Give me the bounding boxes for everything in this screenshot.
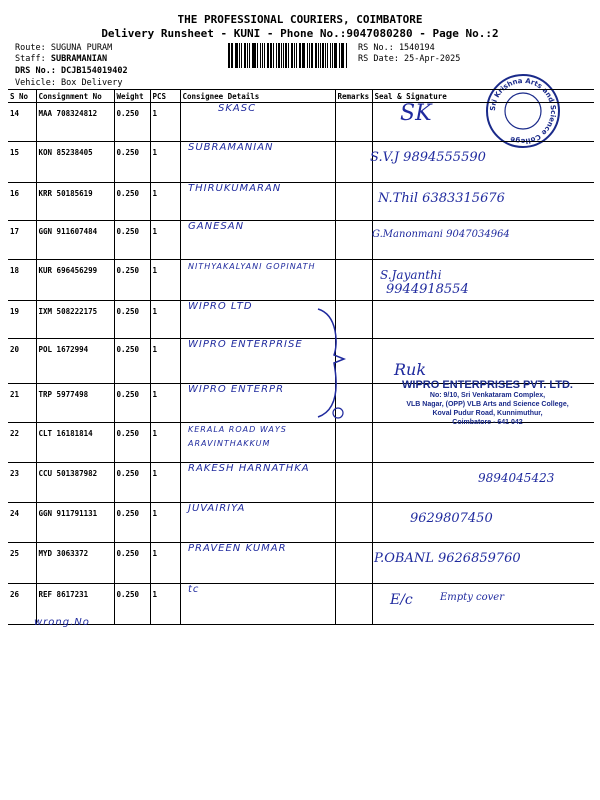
barcode-bar bbox=[342, 43, 344, 68]
company-stamp bbox=[380, 360, 595, 427]
signature-cell bbox=[372, 423, 594, 463]
table-row bbox=[8, 221, 594, 260]
cell-sno: 19 bbox=[8, 301, 36, 339]
barcode-bar bbox=[270, 43, 273, 68]
handwritten-consignee: SKASC bbox=[218, 103, 257, 114]
stamp-address-3: Koval Pudur Road, Kunnimuthur, bbox=[432, 410, 543, 417]
cell-cn: POL 1672994 bbox=[36, 339, 114, 384]
rs-number: RS No.: 1540194 bbox=[358, 43, 435, 53]
barcode-bar bbox=[309, 43, 310, 68]
cell-wt: 0.250 bbox=[114, 384, 150, 423]
handwritten-signature: 9629807450 bbox=[410, 511, 493, 526]
barcode-bar bbox=[260, 43, 262, 68]
runsheet-subtitle: Delivery Runsheet - KUNI - Phone No.:9047080280 - Page No.:2 bbox=[101, 27, 499, 40]
barcode-bar bbox=[276, 43, 277, 68]
cell-sno: 22 bbox=[8, 423, 36, 463]
bracket-mark bbox=[310, 305, 350, 425]
barcode-bar bbox=[252, 43, 253, 68]
cell-pcs: 1 bbox=[150, 384, 180, 423]
cell-wt: 0.250 bbox=[114, 423, 150, 463]
cell-cn: MAA 708324812 bbox=[36, 103, 114, 142]
handwritten-signature-extra: 9944918554 bbox=[386, 282, 469, 297]
barcode-bar bbox=[318, 43, 319, 68]
column-header: S No bbox=[8, 90, 36, 103]
cell-pcs: 1 bbox=[150, 463, 180, 503]
table-row bbox=[8, 103, 594, 142]
barcode-bar bbox=[262, 43, 263, 68]
runsheet-table bbox=[8, 89, 594, 625]
cell-cn: REF 8617231 bbox=[36, 584, 114, 625]
remarks-cell bbox=[335, 103, 372, 142]
barcode-bar bbox=[341, 43, 342, 68]
handwritten-signature: SK bbox=[400, 101, 432, 126]
barcode-bar bbox=[235, 43, 238, 68]
barcode-bar bbox=[325, 43, 326, 68]
handwritten-signature: G.Manonmani 9047034964 bbox=[372, 229, 510, 240]
cell-pcs: 1 bbox=[150, 103, 180, 142]
barcode-bar bbox=[247, 43, 248, 68]
barcode-bar bbox=[334, 43, 337, 68]
remarks-cell bbox=[335, 463, 372, 503]
cell-pcs: 1 bbox=[150, 543, 180, 584]
barcode-bar bbox=[288, 43, 289, 68]
cell-pcs: 1 bbox=[150, 339, 180, 384]
cell-sno: 16 bbox=[8, 183, 36, 221]
barcode-bar bbox=[273, 43, 274, 68]
handwritten-consignee: WIPRO ENTERPRISE bbox=[188, 339, 303, 350]
table-row bbox=[8, 183, 594, 221]
cell-wt: 0.250 bbox=[114, 103, 150, 142]
barcode-bar bbox=[285, 43, 287, 68]
cell-cn: GGN 911791131 bbox=[36, 503, 114, 543]
consignee-cell bbox=[180, 584, 335, 625]
handwritten-consignee: tc bbox=[188, 584, 200, 595]
cell-sno: 15 bbox=[8, 142, 36, 183]
cell-sno: 23 bbox=[8, 463, 36, 503]
cell-cn: IXM 508222175 bbox=[36, 301, 114, 339]
barcode-bar bbox=[228, 43, 230, 68]
barcode-bar bbox=[320, 43, 321, 68]
cell-wt: 0.250 bbox=[114, 221, 150, 260]
drs-number: DRS No.: DCJB154019402 bbox=[15, 66, 128, 76]
signature-cell bbox=[372, 221, 594, 260]
barcode-bar bbox=[332, 43, 334, 68]
column-header: PCS bbox=[150, 90, 180, 103]
barcode-bar bbox=[303, 43, 305, 68]
runsheet-title: THE PROFESSIONAL COURIERS, COIMBATORE bbox=[177, 13, 423, 26]
cell-sno: 21 bbox=[8, 384, 36, 423]
barcode-image bbox=[228, 43, 348, 68]
cell-pcs: 1 bbox=[150, 221, 180, 260]
handwritten-consignee: WIPRO LTD bbox=[188, 301, 253, 312]
handwritten-signature: 9894045423 bbox=[478, 471, 555, 485]
barcode-bar bbox=[296, 43, 297, 68]
handwritten-consignee: RAKESH HARNATHKA bbox=[188, 463, 310, 474]
cell-wt: 0.250 bbox=[114, 503, 150, 543]
cell-pcs: 1 bbox=[150, 301, 180, 339]
barcode-bar bbox=[315, 43, 317, 68]
handwritten-consignee: SUBRAMANIAN bbox=[188, 142, 274, 153]
cell-cn: KON 85238405 bbox=[36, 142, 114, 183]
rs-date: RS Date: 25-Apr-2025 bbox=[358, 54, 461, 64]
remarks-cell bbox=[335, 183, 372, 221]
stamp-address-2: VLB Nagar, (OPP) VLB Arts and Science College, bbox=[406, 401, 569, 408]
cell-cn: TRP 5977498 bbox=[36, 384, 114, 423]
route: Route: SUGUNA PURAM bbox=[15, 43, 113, 53]
barcode-bar bbox=[232, 43, 233, 68]
consignee-cell bbox=[180, 103, 335, 142]
barcode-bar bbox=[339, 43, 340, 68]
cell-pcs: 1 bbox=[150, 142, 180, 183]
handwritten-consignee: NITHYAKALYANI GOPINATH bbox=[188, 262, 316, 271]
barcode-bar bbox=[283, 43, 284, 68]
handwritten-consignee: THIRUKUMARAN bbox=[188, 183, 282, 194]
table-row bbox=[8, 301, 594, 339]
cell-cn: MYD 3063372 bbox=[36, 543, 114, 584]
barcode-bar bbox=[231, 43, 232, 68]
staff-name: SUBRAMANIAN bbox=[50, 54, 108, 64]
vehicle: Vehicle: Box Delivery bbox=[15, 78, 123, 88]
stamp-company-name: WIPRO ENTERPRISES PVT. LTD. bbox=[402, 379, 573, 391]
remarks-cell bbox=[335, 423, 372, 463]
cell-pcs: 1 bbox=[150, 584, 180, 625]
cell-cn: CLT 16181814 bbox=[36, 423, 114, 463]
cell-sno: 14 bbox=[8, 103, 36, 142]
cell-sno: 18 bbox=[8, 260, 36, 301]
handwritten-signature: P.OBANL 9626859760 bbox=[374, 551, 521, 566]
cell-wt: 0.250 bbox=[114, 339, 150, 384]
cell-cn: KRR 50185619 bbox=[36, 183, 114, 221]
handwritten-signature: S.V.J 9894555590 bbox=[370, 150, 486, 165]
cell-sno: 26 bbox=[8, 584, 36, 625]
barcode-bar bbox=[249, 43, 250, 68]
barcode-bar bbox=[257, 43, 258, 68]
cell-pcs: 1 bbox=[150, 423, 180, 463]
cell-wt: 0.250 bbox=[114, 260, 150, 301]
barcode-bar bbox=[322, 43, 324, 68]
barcode-bar bbox=[267, 43, 269, 68]
stamp-address-1: No: 9/10, Sri Venkataram Complex, bbox=[429, 392, 546, 399]
cell-wt: 0.250 bbox=[114, 463, 150, 503]
barcode-bar bbox=[239, 43, 240, 68]
remarks-cell bbox=[335, 543, 372, 584]
stamp-signature: Ruk bbox=[394, 360, 427, 379]
barcode-bar bbox=[299, 43, 301, 68]
handwritten-consignee: KERALA ROAD WAYS ARAVINTHAKKUM bbox=[188, 425, 287, 448]
cell-pcs: 1 bbox=[150, 260, 180, 301]
handwritten-consignee: PRAVEEN KUMAR bbox=[188, 543, 287, 554]
cell-cn: CCU 501387982 bbox=[36, 463, 114, 503]
handwritten-consignee: JUVAIRIYA bbox=[188, 503, 246, 514]
barcode-bar bbox=[264, 43, 265, 68]
cell-sno: 24 bbox=[8, 503, 36, 543]
cell-cn: GGN 911607484 bbox=[36, 221, 114, 260]
remarks-cell bbox=[335, 221, 372, 260]
barcode-bar bbox=[281, 43, 282, 68]
barcode-bar bbox=[327, 43, 328, 68]
column-header: Remarks bbox=[335, 90, 372, 103]
barcode-bar bbox=[291, 43, 294, 68]
table-row bbox=[8, 584, 594, 625]
barcode-bar bbox=[244, 43, 246, 68]
cell-wt: 0.250 bbox=[114, 543, 150, 584]
barcode-bar bbox=[253, 43, 256, 68]
handwritten-signature: S.Jayanthi bbox=[380, 268, 442, 282]
column-header: Weight bbox=[114, 90, 150, 103]
column-header: Seal & Signature bbox=[372, 90, 594, 103]
seal-text: Sri Krishna Arts and Science College bbox=[488, 76, 558, 146]
remarks-cell bbox=[335, 584, 372, 625]
barcode-bar bbox=[241, 43, 243, 68]
staff bbox=[15, 54, 107, 64]
cell-sno: 25 bbox=[8, 543, 36, 584]
barcode-bar bbox=[346, 43, 347, 68]
barcode-bar bbox=[311, 43, 314, 68]
remarks-cell bbox=[335, 142, 372, 183]
handwritten-signature: N.Thil 6383315676 bbox=[378, 191, 505, 206]
barcode-bar bbox=[307, 43, 308, 68]
barcode-bar bbox=[302, 43, 303, 68]
column-header: Consignment No bbox=[36, 90, 114, 103]
cell-sno: 17 bbox=[8, 221, 36, 260]
table-row bbox=[8, 503, 594, 543]
handwritten-signature-extra: Empty cover bbox=[440, 592, 504, 603]
cell-cn: KUR 696456299 bbox=[36, 260, 114, 301]
column-header: Consignee Details bbox=[180, 90, 335, 103]
handwritten-signature: E/c bbox=[390, 592, 413, 608]
staff-label: Staff: bbox=[15, 54, 46, 64]
remarks-cell bbox=[335, 260, 372, 301]
handwritten-consignee: GANESAN bbox=[188, 221, 245, 232]
cell-pcs: 1 bbox=[150, 183, 180, 221]
cell-pcs: 1 bbox=[150, 503, 180, 543]
table-row bbox=[8, 142, 594, 183]
signature-cell bbox=[372, 301, 594, 339]
wrong-number-note: wrong.No bbox=[34, 617, 90, 628]
handwritten-consignee: WIPRO ENTERPR bbox=[188, 384, 285, 395]
table-header bbox=[8, 90, 594, 103]
cell-wt: 0.250 bbox=[114, 584, 150, 625]
barcode-bar bbox=[294, 43, 295, 68]
remarks-cell bbox=[335, 503, 372, 543]
cell-wt: 0.250 bbox=[114, 183, 150, 221]
cell-sno: 20 bbox=[8, 339, 36, 384]
stamp-address-4: Coimbatore - 641 042 bbox=[452, 419, 523, 426]
barcode-bar bbox=[278, 43, 280, 68]
cell-wt: 0.250 bbox=[114, 301, 150, 339]
barcode-bar bbox=[330, 43, 331, 68]
cell-wt: 0.250 bbox=[114, 142, 150, 183]
